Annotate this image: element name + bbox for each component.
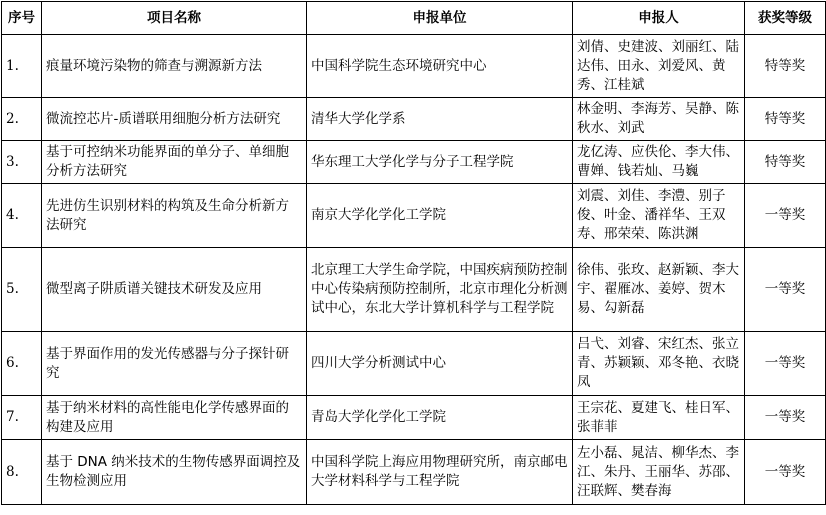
- award-level: 一等奖: [745, 440, 826, 505]
- row-number: 6.: [2, 332, 42, 396]
- table-header: [2, 2, 826, 35]
- applicant-unit: 青岛大学化学化工学院: [307, 396, 573, 440]
- header-row: [2, 2, 826, 35]
- applicants: 刘震、刘佳、李澧、别子俊、叶金、潘祥华、王双寿、邢荣荣、陈洪渊: [573, 184, 745, 248]
- row-number: 3.: [2, 141, 42, 184]
- applicants: 王宗花、夏建飞、桂日军、张菲菲: [573, 396, 745, 440]
- header-applicant-unit: 申报单位: [307, 2, 573, 35]
- table-row: [2, 35, 826, 98]
- applicant-unit: 南京大学化学化工学院: [307, 184, 573, 248]
- row-number: 2.: [2, 98, 42, 141]
- row-number: 4.: [2, 184, 42, 248]
- project-name: 基于可控纳米功能界面的单分子、单细胞分析方法研究: [42, 141, 307, 184]
- applicant-unit: 北京理工大学生命学院，中国疾病预防控制中心传染病预防控制所，北京市理化分析测试中心，东北大学计算机科学与工程学院: [307, 248, 573, 332]
- row-number: 1.: [2, 35, 42, 98]
- row-number: 5.: [2, 248, 42, 332]
- award-level: 一等奖: [745, 248, 826, 332]
- award-level: 一等奖: [745, 332, 826, 396]
- header-applicants: 申报人: [573, 2, 745, 35]
- awards-table: [1, 1, 826, 505]
- applicants: 左小磊、晁洁、柳华杰、李江、朱丹、王丽华、苏邵、汪联辉、樊春海: [573, 440, 745, 505]
- table-row: [2, 248, 826, 332]
- applicants: 刘倩、史建波、刘丽红、陆达伟、田永、刘爱风、黄秀、江桂斌: [573, 35, 745, 98]
- applicant-unit: 四川大学分析测试中心: [307, 332, 573, 396]
- award-level: 特等奖: [745, 35, 826, 98]
- table-row: [2, 98, 826, 141]
- applicant-unit: 清华大学化学系: [307, 98, 573, 141]
- applicants: 徐伟、张玫、赵新颖、李大宇、翟雁冰、姜婷、贺木易、勾新磊: [573, 248, 745, 332]
- project-name: 基于界面作用的发光传感器与分子探针研究: [42, 332, 307, 396]
- table-row: [2, 332, 826, 396]
- applicants: 吕弋、刘睿、宋红杰、张立青、苏颖颖、邓冬艳、衣晓凤: [573, 332, 745, 396]
- award-level: 一等奖: [745, 396, 826, 440]
- project-name: 微流控芯片-质谱联用细胞分析方法研究: [42, 98, 307, 141]
- table-row: [2, 440, 826, 505]
- row-number: 8.: [2, 440, 42, 505]
- project-name: 痕量环境污染物的筛查与溯源新方法: [42, 35, 307, 98]
- applicants: 龙亿涛、应佚伦、李大伟、曹婵、钱若灿、马巍: [573, 141, 745, 184]
- applicant-unit: 华东理工大学化学与分子工程学院: [307, 141, 573, 184]
- row-number: 7.: [2, 396, 42, 440]
- header-project-name: 项目名称: [42, 2, 307, 35]
- award-level: 特等奖: [745, 98, 826, 141]
- project-name: 微型离子阱质谱关键技术研发及应用: [42, 248, 307, 332]
- table-body: [2, 35, 826, 505]
- table-row: [2, 141, 826, 184]
- table-row: [2, 184, 826, 248]
- award-level: 特等奖: [745, 141, 826, 184]
- project-name: 先进仿生识别材料的构筑及生命分析新方法研究: [42, 184, 307, 248]
- table-row: [2, 396, 826, 440]
- applicant-unit: 中国科学院上海应用物理研究所，南京邮电大学材料科学与工程学院: [307, 440, 573, 505]
- applicant-unit: 中国科学院生态环境研究中心: [307, 35, 573, 98]
- project-name: 基于 DNA 纳米技术的生物传感界面调控及生物检测应用: [42, 440, 307, 505]
- applicants: 林金明、李海芳、吴静、陈秋水、刘武: [573, 98, 745, 141]
- award-level: 一等奖: [745, 184, 826, 248]
- header-award-level: 获奖等级: [745, 2, 826, 35]
- header-number: 序号: [2, 2, 42, 35]
- project-name: 基于纳米材料的高性能电化学传感界面的构建及应用: [42, 396, 307, 440]
